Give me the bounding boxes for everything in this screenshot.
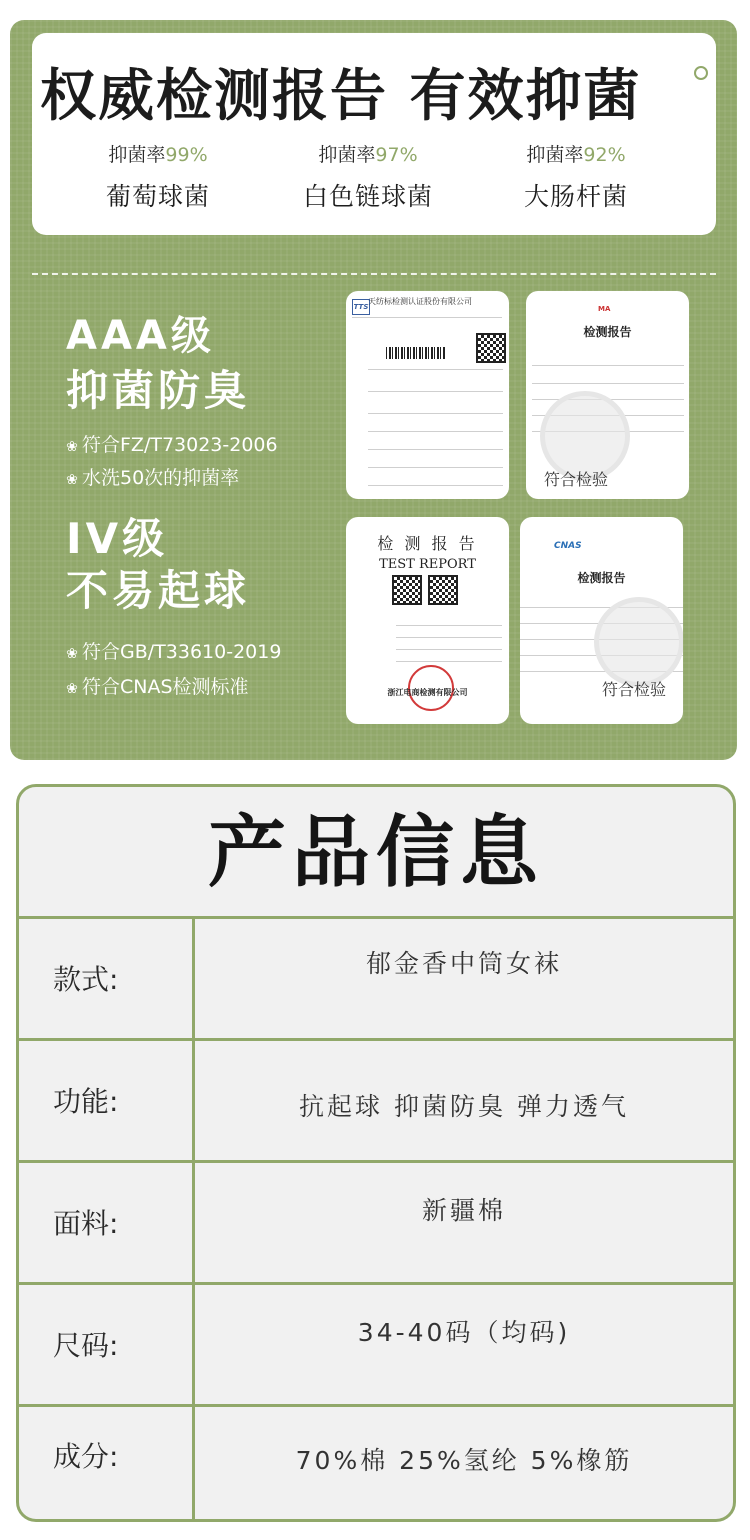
doc-rule <box>396 649 502 650</box>
grade-antibacterial-level: AAA级 <box>66 313 215 359</box>
row-value: 34-40码（均码) <box>357 1318 571 1347</box>
row-label: 功能: <box>19 1041 195 1160</box>
tts-logo: TTS <box>352 299 370 315</box>
leaf-icon: ❀ <box>66 472 78 488</box>
leaf-icon: ❀ <box>66 681 78 697</box>
table-row <box>19 1163 733 1285</box>
doc-rule <box>368 485 503 486</box>
test-report-image-3 <box>346 517 509 724</box>
doc-header: 天纺标检测认证股份有限公司 <box>368 297 472 306</box>
stat-rate: 抑菌率97% <box>318 144 418 166</box>
row-label: 款式: <box>19 919 195 1038</box>
stat-e-coli <box>476 140 676 213</box>
doc-title: 检测报告 <box>583 325 632 339</box>
row-value: 新疆棉 <box>421 1196 506 1225</box>
doc-rule <box>396 625 502 626</box>
stat-name: 白色链球菌 <box>302 182 433 211</box>
feature-item: ❀ 符合FZ/T73023-2006 <box>64 430 278 457</box>
doc-rule <box>368 413 503 414</box>
doc-rule <box>368 391 503 392</box>
stamp-text: 符合检验 <box>602 680 667 699</box>
row-label: 成分: <box>19 1407 195 1522</box>
table-row <box>19 919 733 1041</box>
magnifier-lens <box>594 597 683 687</box>
stat-staphylococcus <box>58 140 258 213</box>
feature-item: ❀ 符合CNAS检测标准 <box>64 672 249 699</box>
doc-title: 检测报告 <box>577 571 626 585</box>
test-report-image-1 <box>346 291 509 499</box>
row-value: 70%棉 25%氢纶 5%橡筋 <box>295 1446 633 1475</box>
ma-logo: MA <box>598 305 611 313</box>
row-label: 面料: <box>19 1163 195 1282</box>
doc-rule <box>532 365 684 366</box>
stat-rate: 抑菌率99% <box>108 144 208 166</box>
stamp-text: 符合检验 <box>544 470 609 489</box>
product-info-table <box>16 784 736 1522</box>
test-report-image-2 <box>526 291 689 499</box>
doc-rule <box>396 661 502 662</box>
doc-rule <box>368 449 503 450</box>
qr-code <box>428 575 458 605</box>
doc-rule <box>368 369 503 370</box>
stat-streptococcus <box>268 140 468 213</box>
doc-rule <box>368 467 503 468</box>
doc-rule <box>352 317 502 318</box>
stat-name: 大肠杆菌 <box>523 182 628 211</box>
leaf-icon: ❀ <box>66 439 78 455</box>
table-row <box>19 1041 733 1163</box>
grade-pilling-title: 不易起球 <box>66 566 251 615</box>
feature-item: ❀ 水洗50次的抑菌率 <box>64 463 239 490</box>
grade-pilling-level: IV级 <box>66 514 169 563</box>
cnas-logo: CNAS <box>554 541 582 551</box>
doc-title-en: TEST REPORT <box>379 557 476 572</box>
stat-name: 葡萄球菌 <box>105 182 210 211</box>
row-label: 尺码: <box>19 1285 195 1404</box>
product-info-title: 产品信息 <box>19 787 733 919</box>
doc-rule <box>368 431 503 432</box>
test-report-image-4 <box>520 517 683 724</box>
doc-rule <box>532 383 684 384</box>
doc-rule <box>396 637 502 638</box>
dashed-divider <box>32 273 716 275</box>
leaf-icon: ❀ <box>66 646 78 662</box>
row-value: 郁金香中筒女袜 <box>365 949 562 978</box>
grade-antibacterial-title: 抑菌防臭 <box>66 366 251 415</box>
barcode <box>386 347 446 359</box>
stat-rate: 抑菌率92% <box>526 144 626 166</box>
degree-dot-icon <box>694 66 708 80</box>
qr-code <box>476 333 506 363</box>
headline: 权威检测报告 有效抑菌 <box>40 64 642 129</box>
doc-title-cn: 检 测 报 告 <box>377 534 478 553</box>
table-row <box>19 1285 733 1407</box>
table-row <box>19 1407 733 1522</box>
row-value: 抗起球 抑菌防臭 弹力透气 <box>299 1092 629 1121</box>
company-name: 浙江电商检测有限公司 <box>387 688 468 697</box>
feature-item: ❀ 符合GB/T33610-2019 <box>64 637 281 664</box>
qr-code <box>392 575 422 605</box>
